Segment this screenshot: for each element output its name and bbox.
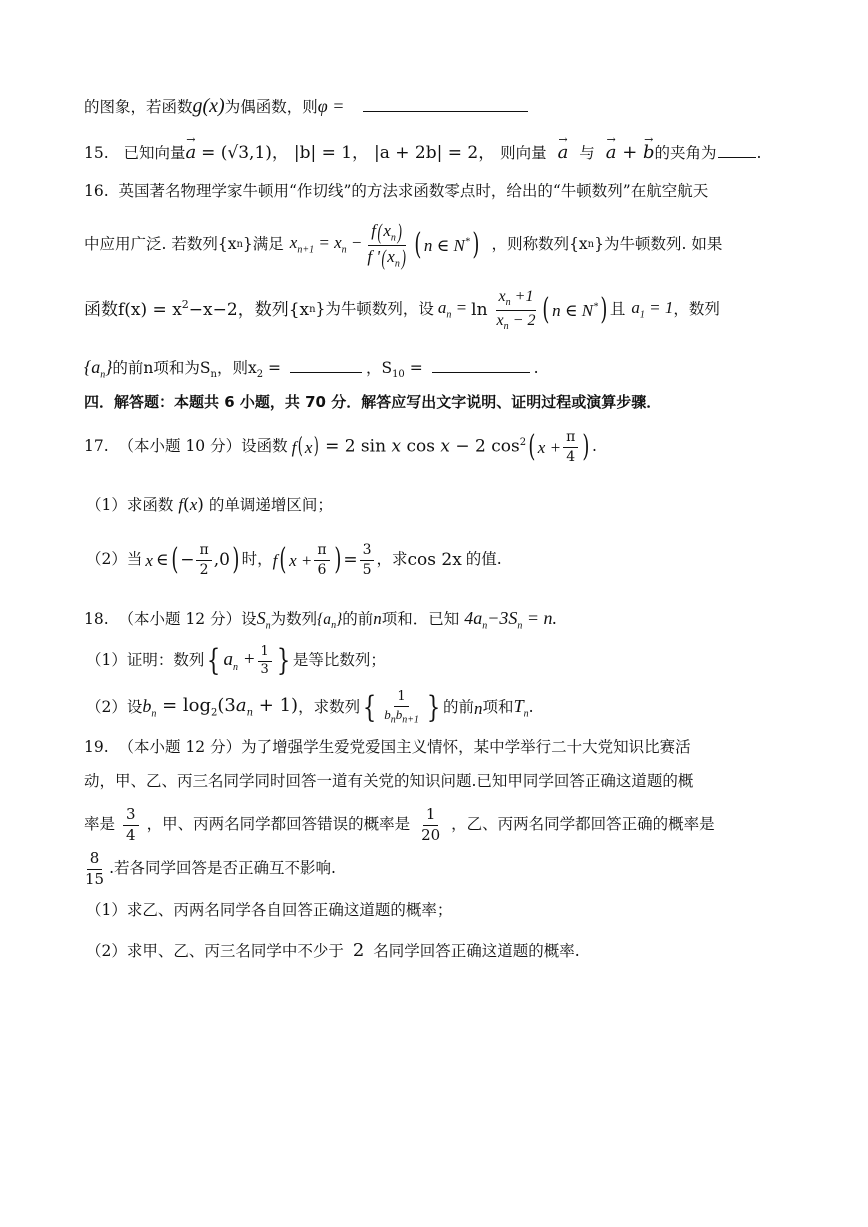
q17-p2c: ，求	[376, 550, 408, 569]
q15-sum: a → + b →	[606, 142, 655, 163]
q18-h7: = n.	[522, 608, 558, 628]
q19-part1	[86, 903, 452, 919]
q16-l2c: 则称数列{x	[507, 235, 588, 254]
q15-text3: 与	[579, 144, 595, 162]
q15-text2: 则向量	[500, 144, 547, 162]
q15-text1: 已知向量	[123, 144, 186, 162]
q17-part1: （1）求函数 f(x) 的单调递增区间；	[86, 495, 333, 515]
q14-answer-blank[interactable]	[363, 110, 528, 112]
q18-part2: （2）设 $b_n$ = $\log_2(3a_n + 1)$ ，求数列 { $\frac{1}{b_nb_{n+1}}$ } 的前 n 项和 $T_n$ .	[86, 688, 534, 726]
q15-b-norm: |b| = 1，	[293, 143, 370, 163]
q17-p1: （1）求函数	[86, 496, 174, 514]
q16-line2: 中应用广泛. 若数列{x n }满足 $x_{n+1} = x_n$ − $\frac{f(x_n)}{f '(x_n)}$ ( n ∈ N* ) ， 则称数列{x n }为牛顿数列. 如果	[84, 218, 723, 270]
q16-l3a: 函数f(x) = x	[84, 299, 182, 320]
s10-answer-blank[interactable]	[432, 371, 530, 373]
q17-part2: （2）当 x ∈ ( − $\frac{\pi}{2}$ ,0 ) 时， f ( x + $\frac{\pi}{6}$ ) = $\frac{3}{5}$ ，求 cos 2x 的值.	[86, 542, 502, 578]
q19-p2b: 名同学回答正确这道题的概率.	[373, 942, 580, 960]
q17-text: （本小题 10 分）设函数	[118, 437, 288, 456]
q19-l1: （本小题 12 分）为了增强学生爱党爱国主义情怀，某中学举行二十大党知识比赛活	[118, 738, 691, 756]
q19-l3b: ，甲、丙两名同学都回答错误的概率是	[146, 815, 411, 834]
q18-h2: 为数列	[270, 610, 318, 628]
q14-text: 的图象，若函数	[84, 98, 193, 116]
q15-number: 15.	[84, 144, 109, 162]
vector-a: a →	[185, 144, 196, 162]
q19-l3c: ，乙、丙两名同学都回答正确的概率是	[451, 815, 715, 834]
newton-fraction: $\frac{f(x_n)}{f '(x_n)}$	[367, 218, 406, 270]
q19-p1: （1）求乙、丙两名同学各自回答正确这道题的概率；	[86, 901, 453, 919]
q18-p2c: 的前	[443, 698, 475, 717]
q18-h: （本小题 12 分）设	[118, 610, 257, 628]
q19-l4: .若各同学回答是否正确互不影响.	[109, 859, 336, 878]
an-fraction: $\frac{x_n +1}{x_n - 2}$	[496, 287, 536, 332]
q16-number: 16.	[84, 182, 109, 200]
q19-p2-num: 2	[352, 940, 365, 961]
q19-l3a: 率是	[84, 815, 116, 834]
q14-mid: 为偶函数，则	[224, 98, 318, 116]
q19-line3: 率是 $\frac{3}{4}$ ，甲、丙两名同学都回答错误的概率是 $\frac{1}{20}$ ，乙、丙两名同学都回答正确的概率是	[84, 805, 715, 844]
q16-l4c: =	[263, 359, 286, 377]
q14-phi: φ =	[317, 96, 345, 116]
q18-head: 18. （本小题 12 分）设$S_n$为数列$\{a_n\}$的前n项和．已知 $4a_n-3S_n = n$.	[84, 608, 558, 632]
n-in-N: n ∈ N*	[423, 235, 470, 255]
q16-l4d: ，S	[365, 359, 393, 377]
q15-ab-norm: |a + 2b| = 2，	[374, 143, 496, 163]
q17-head: 17. （本小题 10 分）设函数 f ( x ) = 2 sin x cos x − 2 $\cos^2$ ( x + $\frac{\pi}{4}$ ) .	[84, 429, 597, 465]
q16-l4a: 的前n项和为S	[112, 359, 211, 377]
q16-l4e: =	[404, 359, 428, 377]
q16-line4: $\{a_n\}$的前n项和为$S_n$，则$x_2$ = ，$S_{10}$ = .	[84, 357, 539, 381]
q18-p1b: 是等比数列；	[292, 651, 386, 670]
q16-l2b: }满足	[242, 235, 284, 254]
q16-l3c: }为牛顿数列，设	[315, 300, 434, 319]
x2-answer-blank[interactable]	[290, 371, 362, 373]
q15-answer-blank[interactable]	[718, 156, 756, 158]
q15-a-def: = (√3,1)，	[201, 143, 289, 163]
q19-part2	[86, 942, 580, 960]
q16-l4b: ，则x	[216, 359, 257, 377]
vector-a-2: a →	[558, 144, 569, 162]
q18-p2: （2）设	[86, 698, 143, 717]
q19-l2: 动，甲、乙、丙三名同学同时回答一道有关党的知识问题.已知甲同学回答正确这道题的概	[84, 772, 694, 790]
q15-end: .	[756, 144, 762, 162]
q17-p1b: 的单调递增区间；	[208, 496, 333, 514]
section4-title: 四．解答题：本题共 6 小题，共 70 分．解答应写出文字说明、证明过程或演算步骤．	[84, 393, 662, 411]
q14-g: g(x)	[192, 95, 225, 117]
q18-number: 18.	[84, 610, 109, 628]
newton-lhs: $x_{n+1} = x_n$ −	[289, 233, 363, 256]
q18-p2e: .	[528, 698, 534, 717]
q18-p2b: ，求数列	[298, 698, 361, 717]
q19-line4: $\frac{8}{15}$ .若各同学回答是否正确互不影响.	[85, 849, 336, 888]
q14-continuation	[84, 96, 532, 116]
q16-l3b: −x−2，数列{x	[188, 299, 310, 320]
q18-p2d: 项和	[482, 698, 514, 717]
q16-l4end: .	[533, 359, 539, 377]
q19-line2	[84, 774, 693, 790]
q16-line1	[84, 184, 708, 200]
q18-part1: （1）证明：数列 { $a_n$ + $\frac{1}{3}$ } 是等比数列；	[86, 643, 386, 678]
q19-p2: （2）求甲、乙、丙三名同学中不少于	[86, 942, 344, 960]
q17-p2d: cos 2x	[407, 549, 462, 570]
q19-number: 19.	[84, 738, 109, 756]
q16-l2d: }为牛顿数列. 如果	[594, 235, 723, 254]
q16-l2a: 中应用广泛. 若数列{x	[84, 235, 237, 254]
q16-l3d: 且	[609, 300, 626, 319]
q17-p2e: 的值.	[465, 550, 502, 569]
q19-line1	[84, 740, 691, 756]
q16-text1: 英国著名物理学家牛顿用“作切线”的方法求函数零点时，给出的“牛顿数列”在航空航天	[118, 182, 709, 200]
q17-p2: （2）当	[86, 550, 143, 569]
q17-number: 17.	[84, 437, 109, 456]
q18-h5: 4a	[464, 608, 483, 628]
q16-l3e: ，数列	[673, 300, 720, 319]
q16-line3: 函数f(x) = x $^2$ −x−2，数列{x n }为牛顿数列，设 $a_n$ = ln $\frac{x_n +1}{x_n - 2}$ ( n ∈ N* ) 且 $a_1 = 1$ ，数列	[84, 287, 720, 332]
q18-h3: 的前	[342, 610, 374, 628]
q15-line	[84, 144, 761, 162]
q18-h4: 项和．已知	[381, 610, 460, 628]
q17-p2b: 时，	[241, 550, 273, 569]
q18-p1: （1）证明：数列	[86, 651, 205, 670]
q17-end: .	[592, 437, 597, 456]
q15-text4: 的夹角为	[654, 144, 717, 162]
q18-h6: −3S	[487, 608, 518, 628]
